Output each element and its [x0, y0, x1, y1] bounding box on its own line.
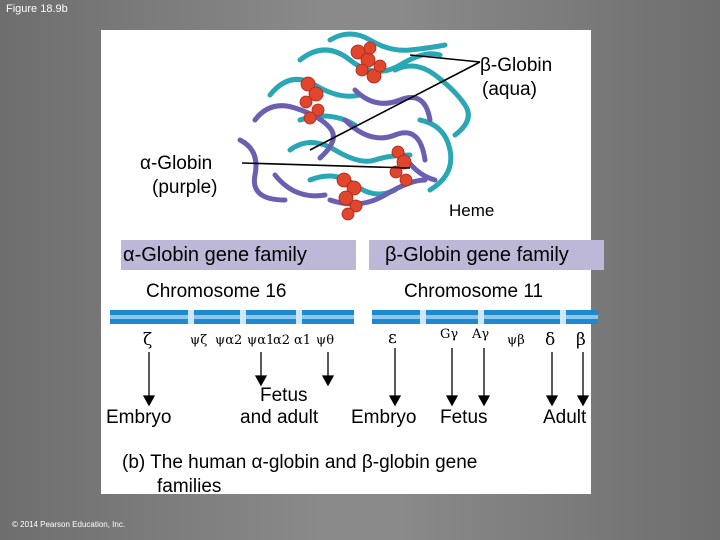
gene-psi-alpha1: ψα1 [247, 333, 275, 348]
caption-line-1: (b) The human α-globin and β-globin gene [122, 452, 478, 473]
alpha-globin-label: α-Globin [140, 153, 213, 174]
chromosome-11-bar [372, 310, 598, 324]
stage-fetus-beta: Fetus [440, 407, 488, 428]
copyright-notice: © 2014 Pearson Education, Inc. [12, 520, 126, 529]
gene-epsilon: ε [388, 328, 397, 348]
chromosome-16-label: Chromosome 16 [146, 281, 287, 302]
stage-fetus-alpha: Fetus [260, 385, 308, 406]
beta-globin-sublabel: (aqua) [482, 79, 537, 100]
gene-psi-alpha2: ψα2 [215, 333, 243, 348]
gene-delta: δ [545, 330, 556, 350]
gene-zeta: ζ [143, 330, 153, 350]
stage-adult-alpha: and adult [240, 407, 319, 428]
stage-adult-beta: Adult [543, 407, 587, 428]
alpha-globin-sublabel: (purple) [152, 177, 218, 198]
figure-label: Figure 18.9b [6, 3, 68, 15]
alpha-family-title: α-Globin gene family [123, 244, 307, 266]
gene-alpha2: α2 [273, 333, 291, 348]
gene-psi-zeta: ψζ [190, 333, 208, 348]
gene-g-gamma: Gγ [440, 327, 459, 342]
gene-a-gamma: Aγ [472, 327, 490, 342]
gene-psi-beta: ψβ [507, 333, 525, 348]
gene-alpha1: α1 [294, 333, 312, 348]
stage-embryo-beta: Embryo [351, 407, 417, 428]
caption-line-2: families [157, 476, 222, 497]
expression-arrows [144, 348, 588, 405]
gene-psi-theta: ψθ [316, 333, 335, 348]
gene-beta: β [576, 330, 586, 350]
heme-label: Heme [449, 201, 495, 220]
chromosome-16-bar [110, 310, 354, 324]
beta-globin-label: β-Globin [480, 55, 553, 76]
chromosome-11-label: Chromosome 11 [404, 281, 544, 302]
beta-family-title: β-Globin gene family [385, 244, 569, 266]
stage-embryo-alpha: Embryo [106, 407, 172, 428]
